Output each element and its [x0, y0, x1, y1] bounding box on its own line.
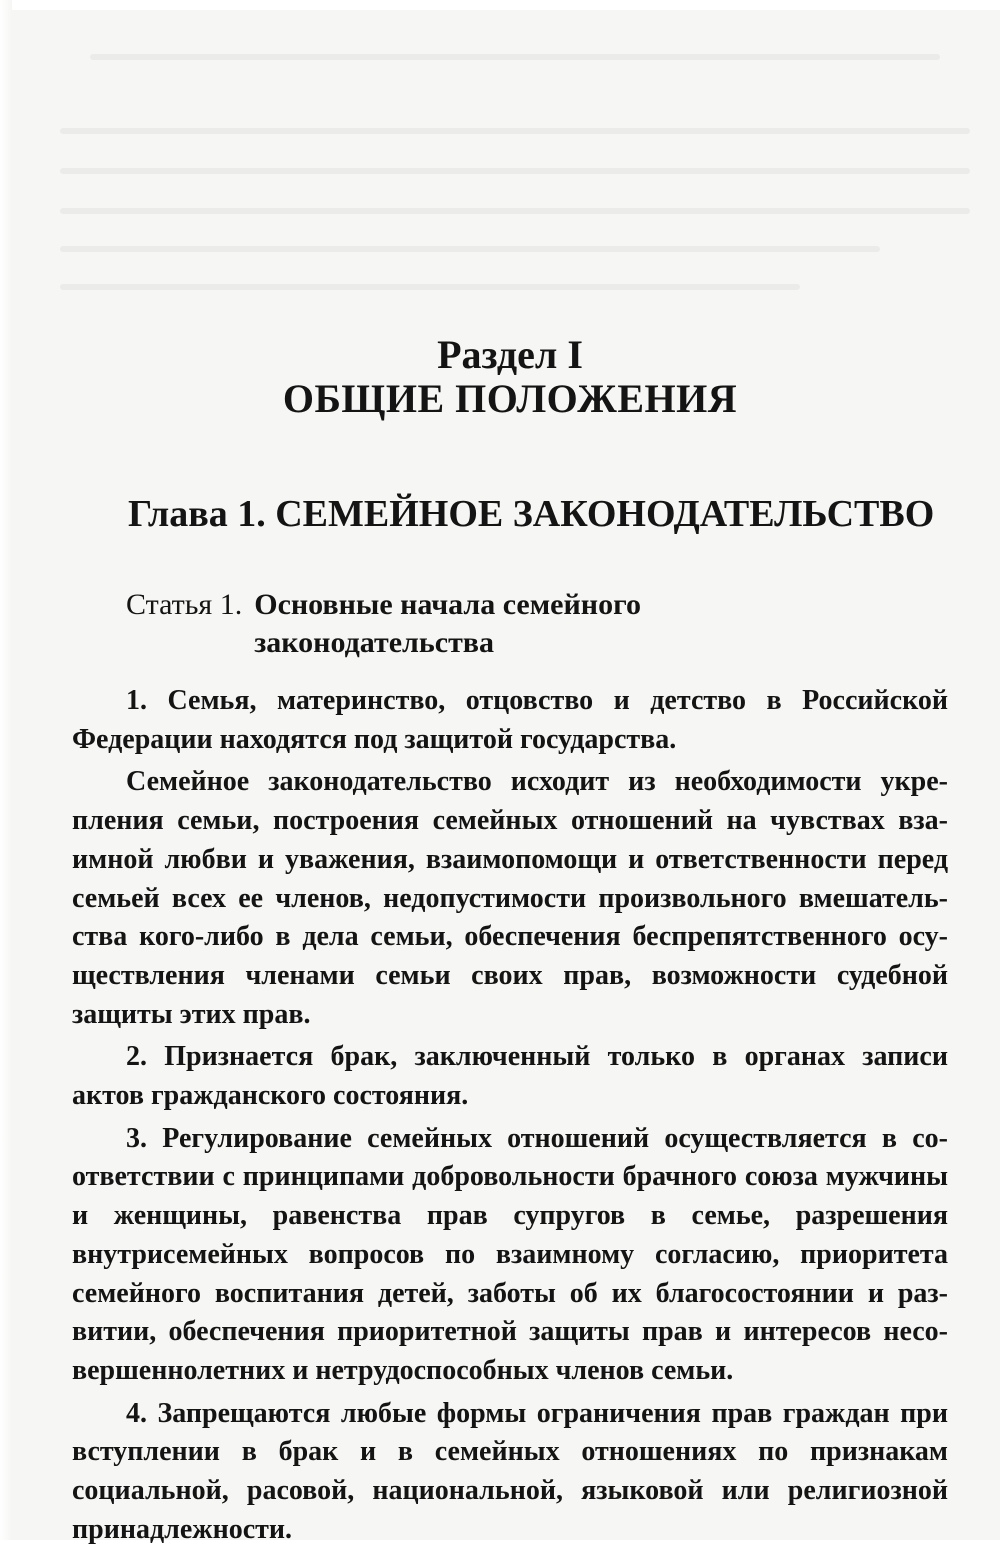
paragraph: 3. Регулирование семейных отношений осуществляется в соответствии с принципами добровольности брачного союза мужчины и женщины, равенства прав супругов в семье, разрешения внутрисемейных вопросов по взаимному согласию, приоритета семейного воспитания детей, заботы об их благосостоянии и развитии, обеспечения приоритетной защиты прав и интересов несовершеннолетних и нетрудоспособных членов семьи.: [72, 1122, 948, 1386]
section-label: Раздел I: [437, 332, 583, 377]
paragraph: 4. Запрещаются любые формы ограничения прав граждан при вступлении в брак и в семейных отношениях по признакам социальной, расовой, национальной, языковой или религиозной принадлежности.: [72, 1397, 948, 1545]
article-title: Основные начала семейного законодательства: [254, 588, 641, 659]
chapter-title: Глава 1. СЕМЕЙНОЕ ЗАКОНОДАТЕЛЬСТВО: [128, 493, 935, 535]
article-heading: [126, 586, 948, 662]
paragraph: 2. Признается брак, заключенный только в органах записи актов гражданского состояния.: [72, 1041, 948, 1112]
section-title: ОБЩИЕ ПОЛОЖЕНИЯ: [282, 376, 738, 421]
article-body: [72, 682, 948, 1553]
paragraph: Семейное законодательство исходит из необходимости укрепления семьи, построения семейных отношений на чувствах взаимной любви и уважения, взаимопомощи и ответственности перед семьей всех ее членов, недопустимости произвольного вмешательства кого-либо в дела семьи, обеспечения беспрепятственного осуществления членами семьи своих прав, возможности судебной защиты этих прав.: [72, 766, 948, 1030]
show-through-line: [60, 168, 970, 174]
page-left-edge: [0, 0, 12, 1540]
article-label: Статья 1.: [126, 588, 243, 621]
show-through-line: [60, 128, 970, 134]
show-through-line: [60, 208, 970, 214]
show-through-line: [60, 284, 800, 290]
page-top-edge: [0, 0, 1000, 10]
paragraph: 1. Семья, материнство, отцовство и детство в Российской Федерации находятся под защитой государства.: [72, 685, 948, 755]
show-through-line: [60, 246, 880, 252]
show-through-line: [90, 54, 940, 60]
